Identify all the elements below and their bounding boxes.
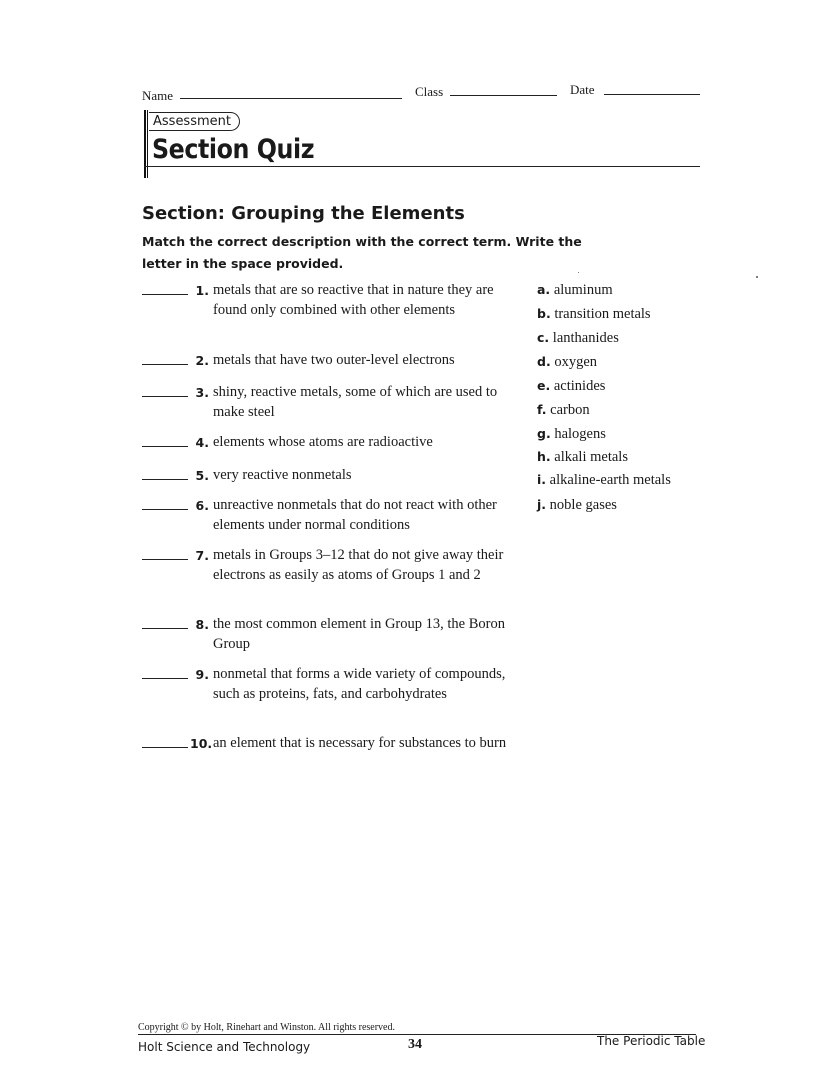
choice-letter: a. bbox=[537, 282, 551, 297]
choice-term: oxygen bbox=[554, 354, 598, 370]
scan-speck bbox=[756, 276, 758, 278]
date-label: Date bbox=[570, 82, 595, 97]
choice-term: lanthanides bbox=[552, 330, 619, 346]
question-number: 3. bbox=[195, 385, 209, 400]
page-title: Section Quiz bbox=[152, 134, 315, 165]
answer-blank[interactable] bbox=[142, 396, 188, 397]
choice-term: actinides bbox=[553, 378, 606, 394]
publisher-name: Holt Science and Technology bbox=[138, 1040, 311, 1054]
choice-term: carbon bbox=[550, 402, 590, 418]
choice-term: noble gases bbox=[549, 497, 617, 513]
answer-blank[interactable] bbox=[142, 628, 188, 629]
answer-blank[interactable] bbox=[142, 446, 188, 447]
date-field[interactable] bbox=[604, 94, 700, 95]
question-number: 9. bbox=[195, 667, 209, 682]
choice-item bbox=[537, 352, 597, 372]
choice-item bbox=[537, 280, 613, 300]
choice-item bbox=[537, 447, 628, 467]
question-text: shiny, reactive metals, some of which are used to make steel bbox=[213, 384, 498, 420]
question-text: the most common element in Group 13, the Boron Group bbox=[213, 616, 505, 652]
question-text: metals in Groups 3–12 that do not give away their electrons as easily as atoms of Groups 1 and 2 bbox=[213, 547, 504, 583]
answer-blank[interactable] bbox=[142, 678, 188, 679]
question-number: 10. bbox=[190, 736, 213, 751]
choice-term: halogens bbox=[554, 426, 606, 442]
question-text: metals that have two outer-level electrons bbox=[213, 352, 455, 368]
question-number: 6. bbox=[195, 498, 209, 513]
page-number: 34 bbox=[408, 1037, 422, 1052]
choice-letter: b. bbox=[537, 306, 551, 321]
choice-term: alkaline-earth metals bbox=[549, 472, 671, 488]
name-field[interactable] bbox=[180, 98, 402, 99]
choice-letter: g. bbox=[537, 426, 551, 441]
choice-term: alkali metals bbox=[554, 449, 628, 465]
choice-letter: e. bbox=[537, 378, 551, 393]
choice-letter: h. bbox=[537, 449, 551, 464]
choice-item bbox=[537, 400, 590, 420]
question-text: an element that is necessary for substances to burn bbox=[213, 735, 507, 751]
name-label: Name bbox=[142, 88, 174, 103]
choice-item bbox=[537, 376, 605, 396]
question-number: 1. bbox=[195, 283, 209, 298]
question-text: very reactive nonmetals bbox=[213, 467, 352, 483]
choice-letter: f. bbox=[537, 402, 547, 417]
choice-term: transition metals bbox=[554, 306, 651, 322]
answer-blank[interactable] bbox=[142, 509, 188, 510]
title-divider bbox=[144, 166, 700, 167]
choice-item bbox=[537, 304, 651, 324]
question-number: 2. bbox=[195, 353, 209, 368]
class-field[interactable] bbox=[450, 95, 557, 96]
answer-blank[interactable] bbox=[142, 364, 188, 365]
banner-bar-inner bbox=[147, 110, 148, 178]
choice-letter: c. bbox=[537, 330, 550, 345]
choice-letter: j. bbox=[537, 497, 547, 512]
section-heading: Section: Grouping the Elements bbox=[142, 203, 465, 224]
question-text: nonmetal that forms a wide variety of compounds, such as proteins, fats, and carbohydrates bbox=[213, 666, 506, 702]
assessment-tag: Assessment bbox=[149, 112, 240, 131]
choice-letter: i. bbox=[537, 472, 547, 487]
choice-letter: d. bbox=[537, 354, 551, 369]
copyright-notice: Copyright © by Holt, Rinehart and Winston. All rights reserved. bbox=[138, 1022, 395, 1033]
question-text: unreactive nonmetals that do not react with other elements under normal conditions bbox=[213, 497, 497, 533]
choice-item bbox=[537, 495, 617, 515]
question-number: 8. bbox=[195, 617, 209, 632]
question-text: metals that are so reactive that in nature they are found only combined with other elements bbox=[213, 282, 494, 318]
question-number: 7. bbox=[195, 548, 209, 563]
answer-blank[interactable] bbox=[142, 479, 188, 480]
chapter-title: The Periodic Table bbox=[597, 1034, 706, 1048]
answer-blank[interactable] bbox=[142, 559, 188, 560]
question-number: 5. bbox=[195, 468, 209, 483]
choice-term: aluminum bbox=[553, 282, 613, 298]
instructions: Match the correct description with the correct term. Write the letter in the space provided. bbox=[142, 234, 582, 271]
choice-item bbox=[537, 328, 619, 348]
question-number: 4. bbox=[195, 435, 209, 450]
scan-speck bbox=[578, 272, 579, 273]
answer-blank[interactable] bbox=[142, 294, 188, 295]
question-text: elements whose atoms are radioactive bbox=[213, 434, 433, 450]
choice-item bbox=[537, 470, 671, 490]
class-label: Class bbox=[415, 84, 444, 99]
answer-blank[interactable] bbox=[142, 747, 188, 748]
banner-bar bbox=[144, 110, 146, 178]
choice-item bbox=[537, 424, 606, 444]
